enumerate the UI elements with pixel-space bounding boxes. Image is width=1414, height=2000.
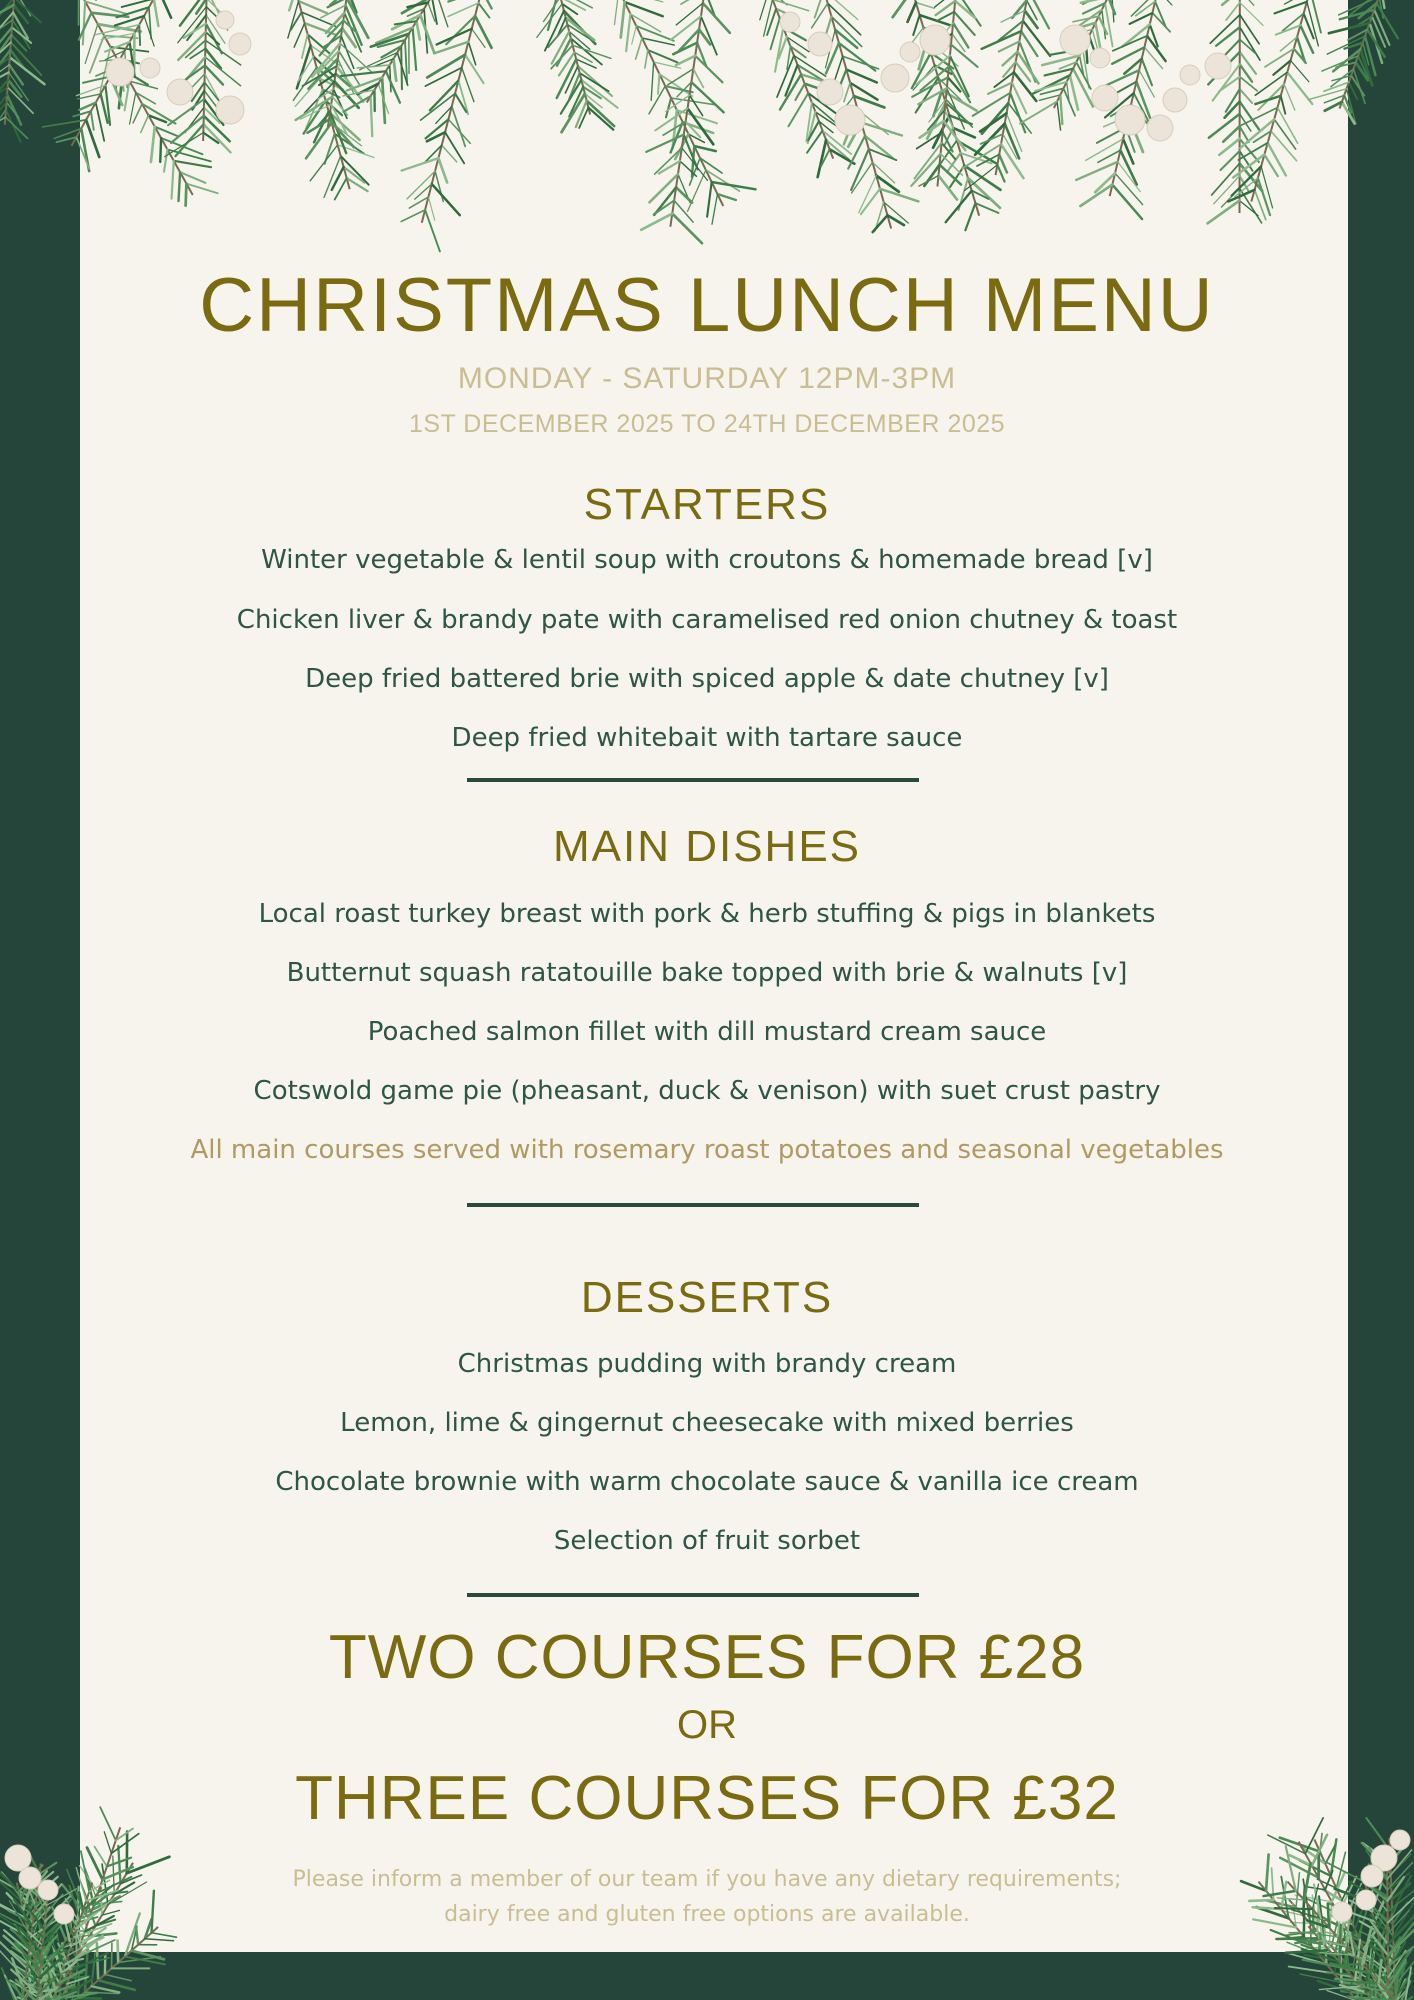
starter-item: Deep fried whitebait with tartare sauce: [451, 723, 963, 753]
menu-dates: 1ST DECEMBER 2025 TO 24TH DECEMBER 2025: [408, 410, 1006, 438]
main-item: Poached salmon fillet with dill mustard cream sauce: [367, 1017, 1047, 1047]
dietary-note-line-1: Please inform a member of our team if you have any dietary requirements;: [292, 1867, 1122, 1892]
menu-hours: MONDAY - SATURDAY 12PM-3PM: [457, 362, 957, 395]
section-divider: [467, 1203, 919, 1207]
main-item: Cotswold game pie (pheasant, duck & venison) with suet crust pastry: [253, 1076, 1161, 1106]
three-courses-price: THREE COURSES FOR £32: [295, 1764, 1119, 1833]
dessert-item: Chocolate brownie with warm chocolate sauce & vanilla ice cream: [275, 1467, 1139, 1497]
starter-item: Chicken liver & brandy pate with caramelised red onion chutney & toast: [236, 605, 1178, 635]
menu-title: CHRISTMAS LUNCH MENU: [199, 263, 1215, 348]
dessert-item: Christmas pudding with brandy cream: [457, 1349, 957, 1379]
desserts-title: DESSERTS: [580, 1273, 834, 1322]
dessert-item: Lemon, lime & gingernut cheesecake with mixed berries: [340, 1408, 1074, 1438]
starter-item: Deep fried battered brie with spiced apple & date chutney [v]: [305, 664, 1109, 694]
two-courses-price: TWO COURSES FOR £28: [328, 1623, 1086, 1692]
main-item: Butternut squash ratatouille bake topped with brie & walnuts [v]: [286, 958, 1128, 988]
price-or: OR: [677, 1703, 737, 1747]
main-item: Local roast turkey breast with pork & herb stuffing & pigs in blankets: [258, 899, 1156, 929]
section-divider: [467, 1593, 919, 1597]
mains-note: All main courses served with rosemary roast potatoes and seasonal vegetables: [190, 1135, 1224, 1165]
section-divider: [467, 778, 919, 782]
starter-item: Winter vegetable & lentil soup with croutons & homemade bread [v]: [261, 545, 1153, 575]
dietary-note-line-2: dairy free and gluten free options are available.: [444, 1902, 970, 1927]
main-dishes-title: MAIN DISHES: [552, 822, 862, 871]
starters-title: STARTERS: [583, 480, 831, 529]
dessert-item: Selection of fruit sorbet: [553, 1526, 861, 1556]
